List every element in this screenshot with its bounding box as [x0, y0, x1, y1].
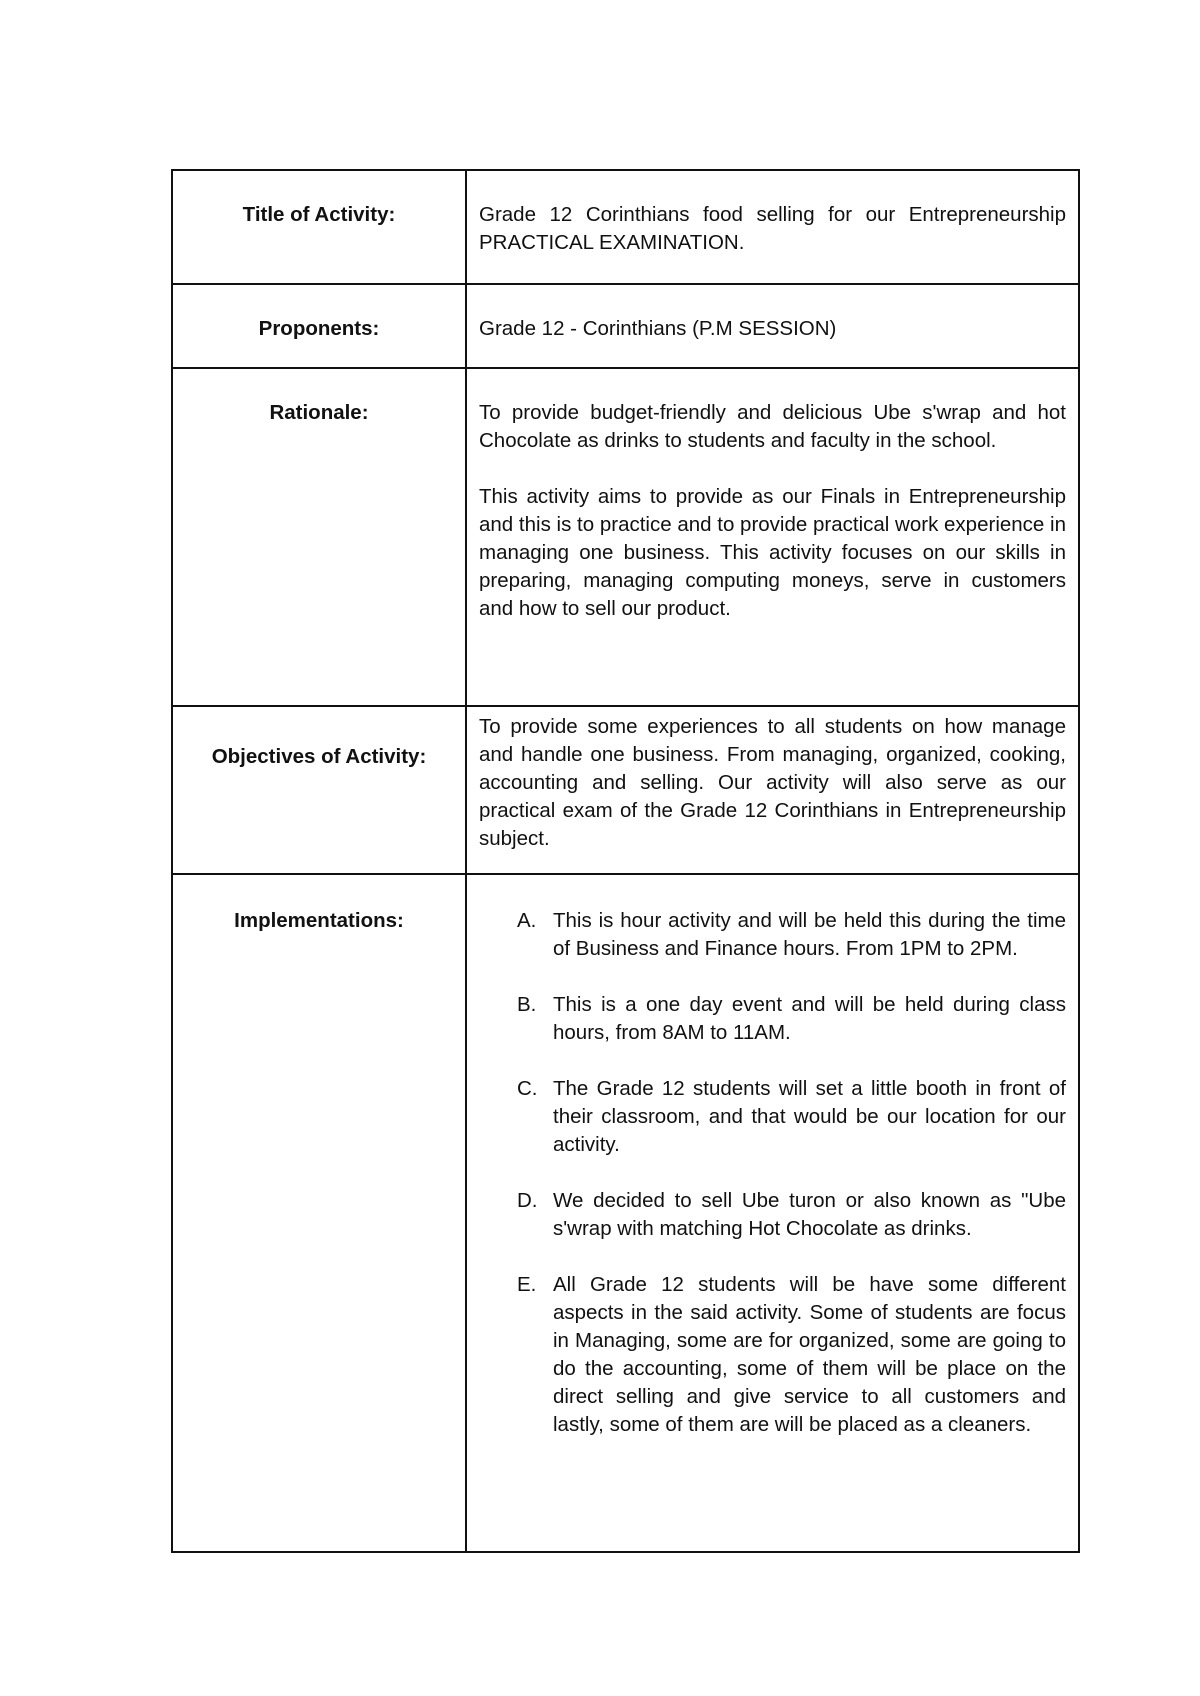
list-item	[517, 991, 1066, 1047]
list-item-text: This is a one day event and will be held during class hours, from 8AM to 11AM.	[553, 993, 1066, 1044]
list-marker: C.	[517, 1077, 538, 1100]
row-title-of-activity	[172, 170, 1079, 284]
list-item-text: This is hour activity and will be held this during the time of Business and Finance hours. From 1PM to 2PM.	[553, 909, 1066, 960]
activity-proposal-table	[171, 169, 1080, 1553]
row-objectives	[172, 706, 1079, 874]
list-item-text: The Grade 12 students will set a little booth in front of their classroom, and that would be our location for our activity.	[553, 1077, 1066, 1156]
implementations-list	[479, 907, 1066, 1439]
rationale-value	[466, 368, 1079, 706]
implementations-value	[466, 874, 1079, 1552]
rationale-paragraph: To provide budget-friendly and delicious Ube s'wrap and hot Chocolate as drinks to students and faculty in the school.	[479, 401, 1066, 452]
list-item-text: We decided to sell Ube turon or also known as "Ube s'wrap with matching Hot Chocolate as drinks.	[553, 1189, 1066, 1240]
row-proponents	[172, 284, 1079, 368]
list-item	[517, 1187, 1066, 1243]
implementations-label: Implementations:	[172, 874, 466, 1552]
title-value	[466, 170, 1079, 284]
objectives-value	[466, 706, 1079, 874]
list-marker: B.	[517, 993, 537, 1016]
objectives-text: To provide some experiences to all students on how manage and handle one business. From managing, organized, cooking, accounting and selling. Our activity will also serve as our practical exam of the Grade 12 Corinthians in Entrepreneurship subject.	[479, 715, 1066, 850]
row-rationale	[172, 368, 1079, 706]
list-item	[517, 1271, 1066, 1439]
list-item	[517, 907, 1066, 963]
proponents-value	[466, 284, 1079, 368]
row-implementations	[172, 874, 1079, 1552]
title-label: Title of Activity:	[172, 170, 466, 284]
list-marker: A.	[517, 909, 537, 932]
proponents-label: Proponents:	[172, 284, 466, 368]
title-text: Grade 12 Corinthians food selling for our Entrepreneurship PRACTICAL EXAMINATION.	[479, 203, 1066, 254]
list-marker: E.	[517, 1273, 537, 1296]
list-item-text: All Grade 12 students will be have some different aspects in the said activity. Some of students are focus in Managing, some are for organized, some are going to do the accounting, some of them will be place on the direct selling and give service to all customers and lastly, some of them are will be placed as a cleaners.	[553, 1273, 1066, 1436]
list-item	[517, 1075, 1066, 1159]
rationale-paragraph: This activity aims to provide as our Finals in Entrepreneurship and this is to practice and to provide practical work experience in managing one business. This activity focuses on our skills in preparing, managing computing moneys, serve in customers and how to sell our product.	[479, 485, 1066, 620]
objectives-label: Objectives of Activity:	[172, 706, 466, 874]
list-marker: D.	[517, 1189, 538, 1212]
rationale-label: Rationale:	[172, 368, 466, 706]
proponents-text: Grade 12 - Corinthians (P.M SESSION)	[479, 317, 837, 340]
